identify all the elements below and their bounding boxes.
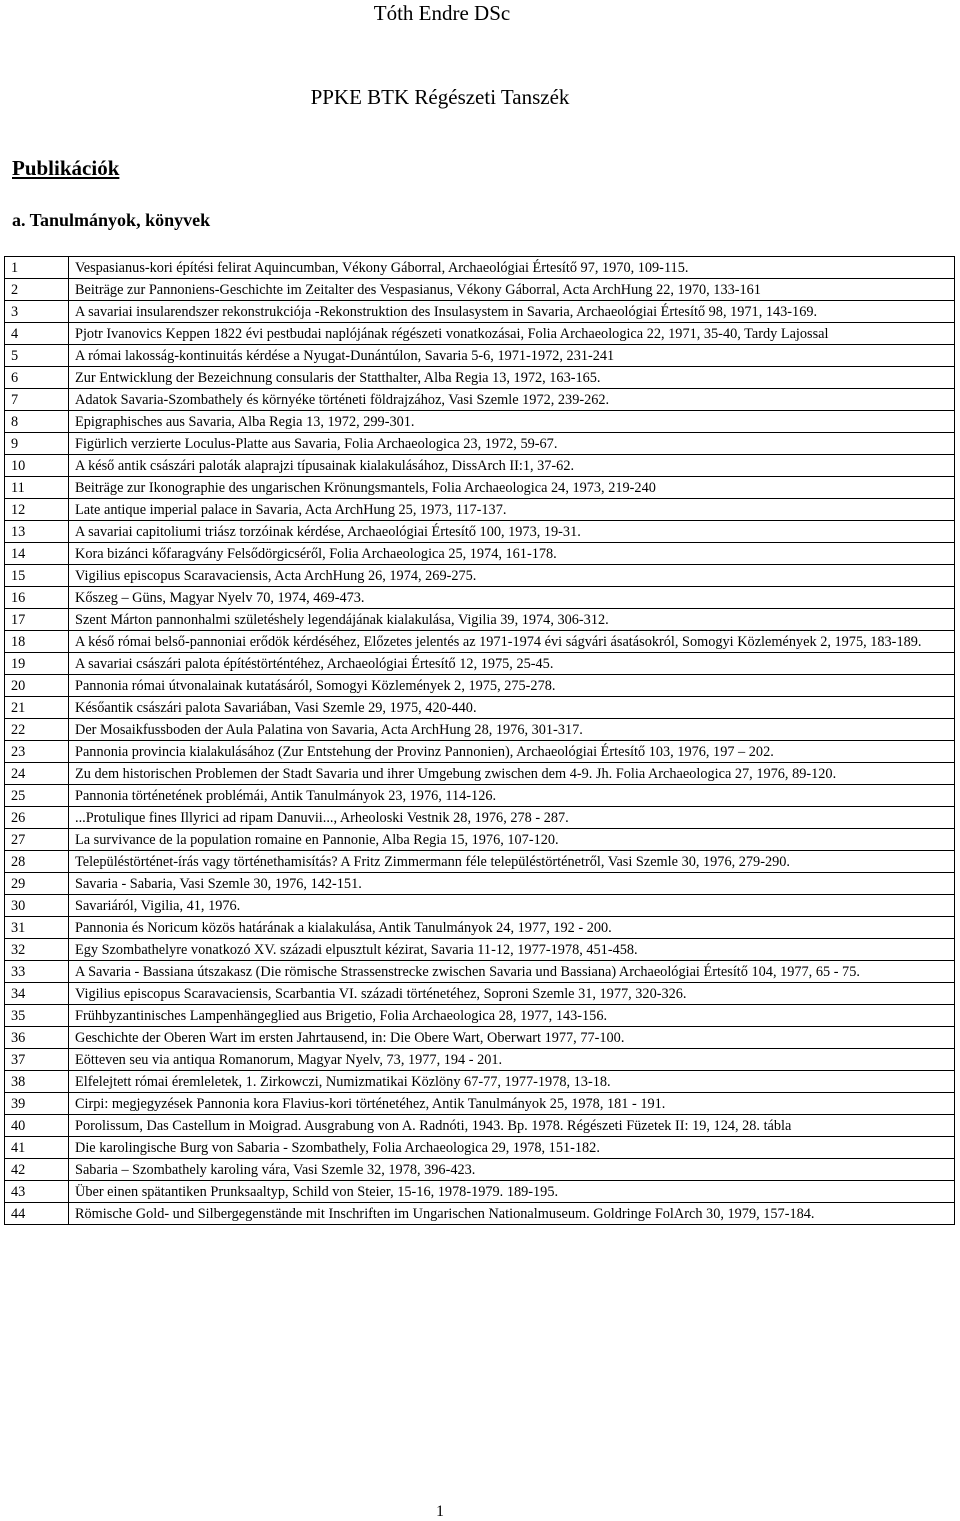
publication-number: 33 [5, 961, 69, 983]
publication-citation: Sabaria – Szombathely karoling vára, Vasi Szemle 32, 1978, 396-423. [69, 1159, 955, 1181]
publication-citation: Zu dem historischen Problemen der Stadt Savaria und ihrer Umgebung zwischen dem 4-9. Jh. Folia Archaeologica 27, 1976, 89-120. [69, 763, 955, 785]
publication-number: 26 [5, 807, 69, 829]
publication-number: 32 [5, 939, 69, 961]
publication-number: 44 [5, 1203, 69, 1225]
publication-row [5, 851, 955, 873]
publication-citation: Porolissum, Das Castellum in Moigrad. Ausgrabung von A. Radnóti, 1943. Bp. 1978. Régészeti Füzetek II: 19, 124, 28. tábla [69, 1115, 955, 1137]
publication-citation: Pannonia történetének problémái, Antik Tanulmányok 23, 1976, 114-126. [69, 785, 955, 807]
publication-row [5, 367, 955, 389]
publication-row [5, 719, 955, 741]
publication-number: 28 [5, 851, 69, 873]
publication-row [5, 389, 955, 411]
publication-row [5, 1093, 955, 1115]
publication-citation: Savaria - Sabaria, Vasi Szemle 30, 1976, 142-151. [69, 873, 955, 895]
publication-row [5, 785, 955, 807]
publication-row [5, 455, 955, 477]
publication-number: 17 [5, 609, 69, 631]
publication-citation: Pannonia és Noricum közös határának a kialakulása, Antik Tanulmányok 24, 1977, 192 - 200. [69, 917, 955, 939]
publication-row [5, 763, 955, 785]
publication-citation: Pjotr Ivanovics Keppen 1822 évi pestbudai naplójának régészeti vonatkozásai, Folia Archaeologica 22, 1971, 35-40, Tardy Lajossal [69, 323, 955, 345]
publication-citation: A késő római belső-pannoniai erődök kérdéséhez, Előzetes jelentés az 1971-1974 évi ságvári ásatásokról, Somogyi Közlemények 2, 1975, 183-189. [69, 631, 955, 653]
institution-heading: PPKE BTK Régészeti Tanszék [310, 85, 570, 109]
publication-citation: Figürlich verzierte Loculus-Platte aus Savaria, Folia Archaeologica 23, 1972, 59-67. [69, 433, 955, 455]
publication-citation: Későantik császári palota Savariában, Vasi Szemle 29, 1975, 420-440. [69, 697, 955, 719]
publication-number: 2 [5, 279, 69, 301]
publication-number: 36 [5, 1027, 69, 1049]
publication-row [5, 411, 955, 433]
publication-number: 37 [5, 1049, 69, 1071]
publication-row [5, 499, 955, 521]
publication-row [5, 1115, 955, 1137]
publication-citation: Egy Szombathelyre vonatkozó XV. századi elpusztult kézirat, Savaria 11-12, 1977-1978, 451-458. [69, 939, 955, 961]
publication-row [5, 477, 955, 499]
publication-row [5, 873, 955, 895]
publication-citation: Der Mosaikfussboden der Aula Palatina von Savaria, Acta ArchHung 28, 1976, 301-317. [69, 719, 955, 741]
publication-citation: Savariáról, Vigilia, 41, 1976. [69, 895, 955, 917]
publication-number: 21 [5, 697, 69, 719]
publication-citation: Römische Gold- und Silbergegenstände mit Inschriften im Ungarischen Nationalmuseum. Goldringe FolArch 30, 1979, 157-184. [69, 1203, 955, 1225]
publication-citation: Beiträge zur Pannoniens-Geschichte im Zeitalter des Vespasianus, Vékony Gáborral, Acta ArchHung 22, 1970, 133-161 [69, 279, 955, 301]
publication-number: 4 [5, 323, 69, 345]
publication-number: 43 [5, 1181, 69, 1203]
publication-citation: Beiträge zur Ikonographie des ungarischen Krönungsmantels, Folia Archaeologica 24, 1973, 219-240 [69, 477, 955, 499]
publication-row [5, 521, 955, 543]
publication-row [5, 807, 955, 829]
publication-number: 18 [5, 631, 69, 653]
publication-row [5, 609, 955, 631]
publication-number: 16 [5, 587, 69, 609]
publication-row [5, 1071, 955, 1093]
publication-number: 19 [5, 653, 69, 675]
publication-citation: A római lakosság-kontinuitás kérdése a Nyugat-Dunántúlon, Savaria 5-6, 1971-1972, 231-241 [69, 345, 955, 367]
publication-number: 5 [5, 345, 69, 367]
publication-number: 27 [5, 829, 69, 851]
publication-citation: A Savaria - Bassiana útszakasz (Die römische Strassenstrecke zwischen Savaria und Bassiana) Archaeológiai Értesítő 104, 1977, 65 - 75. [69, 961, 955, 983]
publication-row [5, 1181, 955, 1203]
publication-citation: Pannonia provincia kialakulásához (Zur Entstehung der Provinz Pannonien), Archaeológiai Értesítő 103, 1976, 197 – 202. [69, 741, 955, 763]
publication-row [5, 543, 955, 565]
publication-number: 7 [5, 389, 69, 411]
publication-citation: A savariai insularendszer rekonstrukciója -Rekonstruktion des Insulasystem in Savaria, Archaeológiai Értesítő 98, 1971, 143-169. [69, 301, 955, 323]
publication-citation: ...Protulique fines Illyrici ad ripam Danuvii..., Arheoloski Vestnik 28, 1976, 278 - 287. [69, 807, 955, 829]
publication-row [5, 433, 955, 455]
publication-row [5, 697, 955, 719]
publication-number: 1 [5, 257, 69, 279]
publication-number: 31 [5, 917, 69, 939]
publication-row [5, 1027, 955, 1049]
publication-row [5, 675, 955, 697]
publication-row [5, 301, 955, 323]
publication-citation: Elfelejtett római éremleletek, 1. Zirkowczi, Numizmatikai Közlöny 67-77, 1977-1978, 13-18. [69, 1071, 955, 1093]
publication-row [5, 279, 955, 301]
publication-citation: Vespasianus-kori építési felirat Aquincumban, Vékony Gáborral, Archaeológiai Értesítő 97, 1970, 109-115. [69, 257, 955, 279]
publication-row [5, 895, 955, 917]
publication-number: 15 [5, 565, 69, 587]
publication-number: 12 [5, 499, 69, 521]
publication-citation: Geschichte der Oberen Wart im ersten Jahrtausend, in: Die Obere Wart, Oberwart 1977, 77-100. [69, 1027, 955, 1049]
publication-row [5, 257, 955, 279]
publication-number: 42 [5, 1159, 69, 1181]
publication-citation: Late antique imperial palace in Savaria, Acta ArchHung 25, 1973, 117-137. [69, 499, 955, 521]
publication-number: 11 [5, 477, 69, 499]
publication-number: 10 [5, 455, 69, 477]
publication-citation: Vigilius episcopus Scaravaciensis, Scarbantia VI. századi történetéhez, Soproni Szemle 31, 1977, 320-326. [69, 983, 955, 1005]
publication-number: 34 [5, 983, 69, 1005]
publication-citation: Szent Márton pannonhalmi születéshely legendájának kialakulása, Vigilia 39, 1974, 306-312. [69, 609, 955, 631]
publication-row [5, 1203, 955, 1225]
publication-citation: Zur Entwicklung der Bezeichnung consularis der Statthalter, Alba Regia 13, 1972, 163-165. [69, 367, 955, 389]
publication-number: 29 [5, 873, 69, 895]
publication-row [5, 961, 955, 983]
subsection-heading-studies-books: a. Tanulmányok, könyvek [12, 210, 211, 230]
publication-citation: Adatok Savaria-Szombathely és környéke történeti földrajzához, Vasi Szemle 1972, 239-262. [69, 389, 955, 411]
publication-row [5, 1137, 955, 1159]
publication-number: 39 [5, 1093, 69, 1115]
publication-row [5, 939, 955, 961]
publication-citation: A savariai császári palota építéstörténtéhez, Archaeológiai Értesítő 12, 1975, 25-45. [69, 653, 955, 675]
section-heading-publications: Publikációk [12, 156, 120, 180]
publication-row [5, 829, 955, 851]
publication-citation: Vigilius episcopus Scaravaciensis, Acta ArchHung 26, 1974, 269-275. [69, 565, 955, 587]
publication-row [5, 345, 955, 367]
publication-citation: A késő antik császári paloták alaprajzi típusainak kialakulásához, DissArch II:1, 37-62. [69, 455, 955, 477]
publication-citation: Epigraphisches aus Savaria, Alba Regia 13, 1972, 299-301. [69, 411, 955, 433]
publication-number: 3 [5, 301, 69, 323]
publication-number: 24 [5, 763, 69, 785]
publication-row [5, 1049, 955, 1071]
publication-number: 14 [5, 543, 69, 565]
publication-number: 9 [5, 433, 69, 455]
publication-number: 25 [5, 785, 69, 807]
publication-citation: Kőszeg – Güns, Magyar Nyelv 70, 1974, 469-473. [69, 587, 955, 609]
publication-row [5, 1005, 955, 1027]
publication-number: 30 [5, 895, 69, 917]
publication-row [5, 653, 955, 675]
publication-number: 35 [5, 1005, 69, 1027]
publication-citation: Pannonia római útvonalainak kutatásáról, Somogyi Közlemények 2, 1975, 275-278. [69, 675, 955, 697]
publication-row [5, 1159, 955, 1181]
publications-table [4, 256, 955, 1225]
publication-row [5, 587, 955, 609]
document-author-title: Tóth Endre DSc [373, 1, 511, 25]
publication-citation: A savariai capitoliumi triász torzóinak kérdése, Archaeológiai Értesítő 100, 1973, 19-31. [69, 521, 955, 543]
publication-citation: Kora bizánci kőfaragvány Felsődörgicséről, Folia Archaeologica 25, 1974, 161-178. [69, 543, 955, 565]
publication-number: 41 [5, 1137, 69, 1159]
publication-number: 6 [5, 367, 69, 389]
publication-row [5, 741, 955, 763]
publication-citation: Über einen spätantiken Prunksaaltyp, Schild von Steier, 15-16, 1978-1979. 189-195. [69, 1181, 955, 1203]
page-number: 1 [436, 1503, 444, 1520]
publication-number: 40 [5, 1115, 69, 1137]
publication-number: 23 [5, 741, 69, 763]
publication-row [5, 917, 955, 939]
publication-row [5, 323, 955, 345]
publication-citation: Die karolingische Burg von Sabaria - Szombathely, Folia Archaeologica 29, 1978, 151-182. [69, 1137, 955, 1159]
publication-citation: Településtörténet-írás vagy történethamisítás? A Fritz Zimmermann féle településtörténetről, Vasi Szemle 30, 1976, 279-290. [69, 851, 955, 873]
publication-row [5, 983, 955, 1005]
publication-citation: Frühbyzantinisches Lampenhängeglied aus Brigetio, Folia Archaeologica 28, 1977, 143-156. [69, 1005, 955, 1027]
publication-number: 8 [5, 411, 69, 433]
publication-number: 38 [5, 1071, 69, 1093]
publication-citation: Cirpi: megjegyzések Pannonia kora Flavius-kori történetéhez, Antik Tanulmányok 25, 1978, 181 - 191. [69, 1093, 955, 1115]
publication-row [5, 565, 955, 587]
publication-number: 13 [5, 521, 69, 543]
publication-row [5, 631, 955, 653]
publication-citation: Eötteven seu via antiqua Romanorum, Magyar Nyelv, 73, 1977, 194 - 201. [69, 1049, 955, 1071]
publication-number: 22 [5, 719, 69, 741]
publication-citation: La survivance de la population romaine en Pannonie, Alba Regia 15, 1976, 107-120. [69, 829, 955, 851]
publication-number: 20 [5, 675, 69, 697]
